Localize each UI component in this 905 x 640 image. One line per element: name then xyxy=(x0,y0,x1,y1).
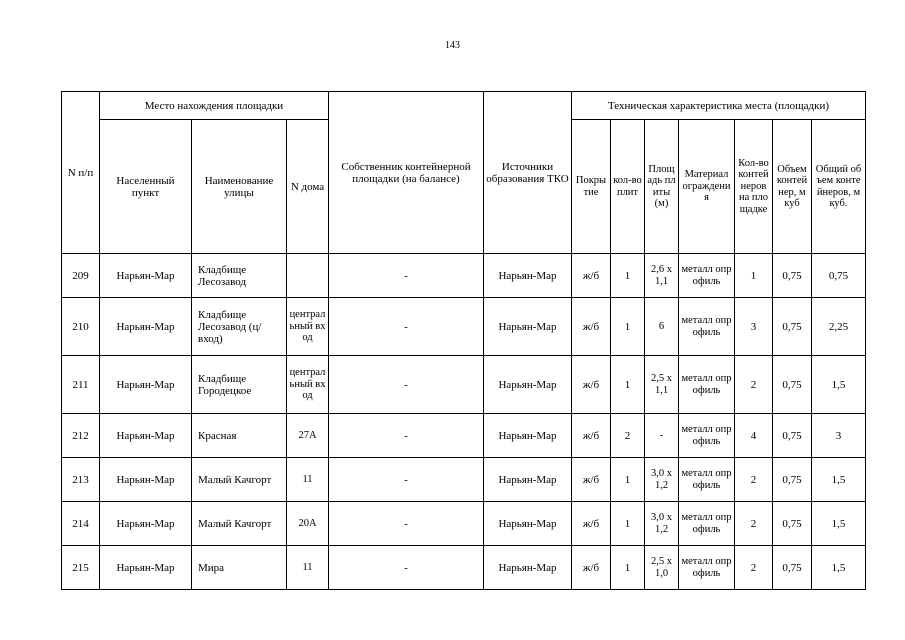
surface-cell: ж/б xyxy=(572,356,611,414)
header-tech-group: Техническая характеристика места (площадки) xyxy=(572,92,866,120)
house-cell: 11 xyxy=(287,546,329,590)
header-slabs-count: кол-во плит xyxy=(611,120,645,254)
surface-cell: ж/б xyxy=(572,298,611,356)
slabs-cell: 1 xyxy=(611,298,645,356)
settlement-cell: Нарьян-Мар xyxy=(100,356,192,414)
house-cell: 11 xyxy=(287,458,329,502)
row-number: 211 xyxy=(62,356,100,414)
street-cell: Мира xyxy=(192,546,287,590)
settlement-cell: Нарьян-Мар xyxy=(100,546,192,590)
volume-cell: 0,75 xyxy=(773,414,812,458)
source-cell: Нарьян-Мар xyxy=(484,414,572,458)
header-owner: Собственник контейнерной площадки (на балансе) xyxy=(329,92,484,254)
material-cell: металл опрофиль xyxy=(679,458,735,502)
containers-cell: 1 xyxy=(735,254,773,298)
surface-cell: ж/б xyxy=(572,458,611,502)
surface-cell: ж/б xyxy=(572,502,611,546)
settlement-cell: Нарьян-Мар xyxy=(100,502,192,546)
owner-cell: - xyxy=(329,414,484,458)
area-cell: - xyxy=(645,414,679,458)
containers-cell: 3 xyxy=(735,298,773,356)
containers-cell: 4 xyxy=(735,414,773,458)
table-row xyxy=(62,356,866,414)
header-sources: Источники образования ТКО xyxy=(484,92,572,254)
street-cell: Красная xyxy=(192,414,287,458)
street-cell: Кладбище Лесозавод (ц/вход) xyxy=(192,298,287,356)
area-cell: 2,5 х 1,0 xyxy=(645,546,679,590)
slabs-cell: 1 xyxy=(611,458,645,502)
row-number: 212 xyxy=(62,414,100,458)
row-number: 209 xyxy=(62,254,100,298)
containers-cell: 2 xyxy=(735,458,773,502)
surface-cell: ж/б xyxy=(572,546,611,590)
slabs-cell: 1 xyxy=(611,546,645,590)
header-slab-area: Площадь плиты (м) xyxy=(645,120,679,254)
header-total-volume: Общий объем контейнеров, м куб. xyxy=(812,120,866,254)
material-cell: металл опрофиль xyxy=(679,414,735,458)
settlement-cell: Нарьян-Мар xyxy=(100,458,192,502)
container-sites-table xyxy=(61,91,866,590)
table-row xyxy=(62,546,866,590)
house-cell: центральный вход xyxy=(287,298,329,356)
total-volume-cell: 1,5 xyxy=(812,546,866,590)
owner-cell: - xyxy=(329,254,484,298)
header-surface: Покрытие xyxy=(572,120,611,254)
source-cell: Нарьян-Мар xyxy=(484,458,572,502)
table-row xyxy=(62,458,866,502)
street-cell: Кладбище Городецкое xyxy=(192,356,287,414)
house-cell xyxy=(287,254,329,298)
house-cell: центральный вход xyxy=(287,356,329,414)
slabs-cell: 2 xyxy=(611,414,645,458)
surface-cell: ж/б xyxy=(572,414,611,458)
total-volume-cell: 1,5 xyxy=(812,458,866,502)
material-cell: металл опрофиль xyxy=(679,546,735,590)
total-volume-cell: 0,75 xyxy=(812,254,866,298)
containers-cell: 2 xyxy=(735,546,773,590)
volume-cell: 0,75 xyxy=(773,254,812,298)
volume-cell: 0,75 xyxy=(773,356,812,414)
header-fence-material: Материал ограждения xyxy=(679,120,735,254)
street-cell: Кладбище Лесозавод xyxy=(192,254,287,298)
header-location-group: Место нахождения площадки xyxy=(100,92,329,120)
material-cell: металл опрофиль xyxy=(679,254,735,298)
row-number: 214 xyxy=(62,502,100,546)
surface-cell: ж/б xyxy=(572,254,611,298)
owner-cell: - xyxy=(329,546,484,590)
settlement-cell: Нарьян-Мар xyxy=(100,414,192,458)
header-house: N дома xyxy=(287,120,329,254)
containers-cell: 2 xyxy=(735,502,773,546)
table-row xyxy=(62,414,866,458)
source-cell: Нарьян-Мар xyxy=(484,356,572,414)
header-volume: Объем контейнер, м куб xyxy=(773,120,812,254)
house-cell: 20А xyxy=(287,502,329,546)
header-settlement: Населенный пункт xyxy=(100,120,192,254)
house-cell: 27А xyxy=(287,414,329,458)
volume-cell: 0,75 xyxy=(773,298,812,356)
volume-cell: 0,75 xyxy=(773,546,812,590)
settlement-cell: Нарьян-Мар xyxy=(100,254,192,298)
area-cell: 3,0 х 1,2 xyxy=(645,458,679,502)
containers-cell: 2 xyxy=(735,356,773,414)
total-volume-cell: 1,5 xyxy=(812,502,866,546)
slabs-cell: 1 xyxy=(611,254,645,298)
total-volume-cell: 1,5 xyxy=(812,356,866,414)
header-containers-count: Кол-во контейнеров на площадке xyxy=(735,120,773,254)
source-cell: Нарьян-Мар xyxy=(484,502,572,546)
table-row xyxy=(62,298,866,356)
volume-cell: 0,75 xyxy=(773,458,812,502)
page-number: 143 xyxy=(445,40,460,51)
street-cell: Малый Качгорт xyxy=(192,458,287,502)
area-cell: 6 xyxy=(645,298,679,356)
row-number: 213 xyxy=(62,458,100,502)
source-cell: Нарьян-Мар xyxy=(484,298,572,356)
area-cell: 2,5 х 1,1 xyxy=(645,356,679,414)
table-row xyxy=(62,254,866,298)
total-volume-cell: 3 xyxy=(812,414,866,458)
table-row xyxy=(62,502,866,546)
area-cell: 3,0 х 1,2 xyxy=(645,502,679,546)
owner-cell: - xyxy=(329,502,484,546)
slabs-cell: 1 xyxy=(611,356,645,414)
volume-cell: 0,75 xyxy=(773,502,812,546)
street-cell: Малый Качгорт xyxy=(192,502,287,546)
owner-cell: - xyxy=(329,458,484,502)
source-cell: Нарьян-Мар xyxy=(484,546,572,590)
material-cell: металл опрофиль xyxy=(679,356,735,414)
material-cell: металл опрофиль xyxy=(679,502,735,546)
owner-cell: - xyxy=(329,356,484,414)
area-cell: 2,6 х 1,1 xyxy=(645,254,679,298)
owner-cell: - xyxy=(329,298,484,356)
total-volume-cell: 2,25 xyxy=(812,298,866,356)
source-cell: Нарьян-Мар xyxy=(484,254,572,298)
settlement-cell: Нарьян-Мар xyxy=(100,298,192,356)
material-cell: металл опрофиль xyxy=(679,298,735,356)
row-number: 215 xyxy=(62,546,100,590)
header-num: N п/п xyxy=(62,92,100,254)
row-number: 210 xyxy=(62,298,100,356)
header-street: Наименование улицы xyxy=(192,120,287,254)
slabs-cell: 1 xyxy=(611,502,645,546)
